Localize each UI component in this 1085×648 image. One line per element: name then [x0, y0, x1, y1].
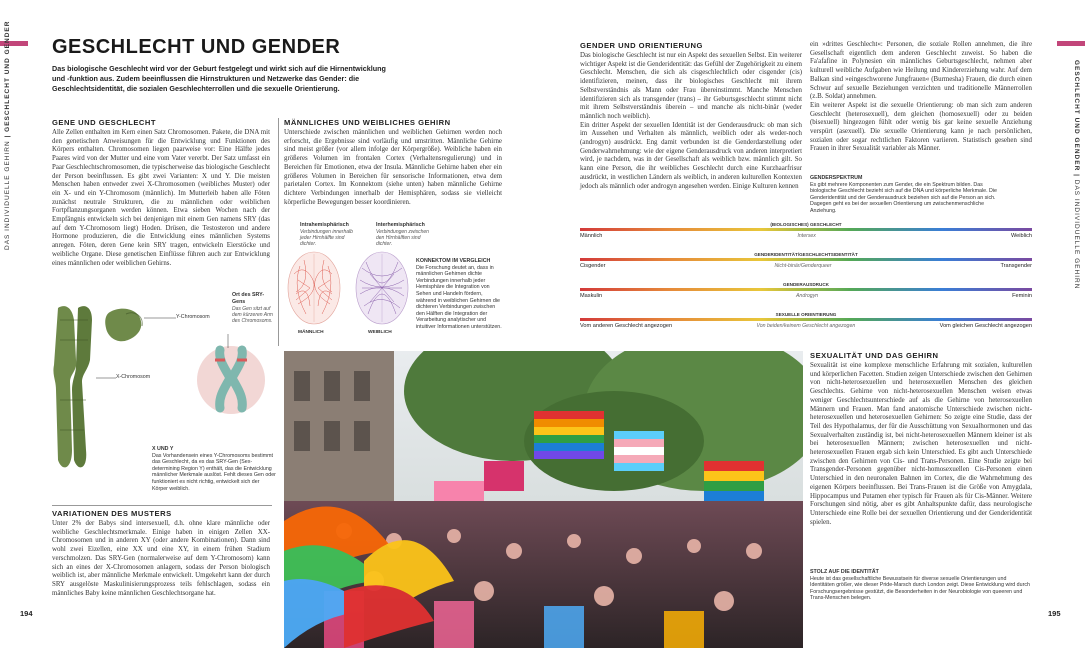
side-label-left: DAS INDIVIDUELLE GEHIRN | GESCHLECHT UND GENDER — [4, 20, 11, 250]
pride-march-photo — [284, 351, 803, 648]
spectrum-row-orientation — [580, 312, 1032, 329]
spectrum-left: Männlich — [580, 233, 603, 239]
orientation-heading: GENDER UND ORIENTIERUNG — [580, 41, 703, 50]
spectrum-mid: Nicht-binär/Genderqueer — [774, 263, 832, 269]
accent-tab-right — [1057, 41, 1085, 46]
gene-section — [52, 118, 270, 268]
female-brain-drawing — [356, 252, 408, 324]
xy-title: X UND Y — [152, 446, 174, 452]
intra-note: Verbindungen innerhalb jeder Hirnhälfte sind dichter. — [300, 229, 353, 247]
y-chromosome-label: Y-Chromosom — [176, 314, 210, 320]
spectrum-row-title: (BIOLOGISCHES) GESCHLECHT — [770, 222, 842, 227]
spectrum-row-title: GENDERAUSDRUCK — [783, 282, 829, 287]
spectrum-right: Vom gleichen Geschlecht angezogen — [939, 323, 1032, 329]
spectrum-left: Maskulin — [580, 293, 603, 299]
spectrum-title: GENDERSPEKTRUM — [810, 175, 863, 181]
column-divider — [278, 118, 279, 346]
brains-section — [284, 118, 502, 207]
spectrum-right: Feminin — [1012, 293, 1032, 299]
inter-title: Interhemisphärisch — [376, 222, 425, 228]
orientation-col2 — [810, 41, 1032, 154]
chromosome-illustration — [48, 292, 276, 495]
spectrum-row-title: SEXUELLE ORIENTIERUNG — [775, 312, 837, 317]
spectrum-mid: Von beiden/keinem Geschlecht angezogen — [756, 323, 856, 329]
y-chromosome-drawing — [105, 309, 142, 342]
page-number-right: 195 — [1048, 609, 1061, 618]
connectome-illustration — [284, 222, 504, 344]
variation-text: Unter 2% der Babys sind intersexuell, d.h. ohne klare männliche oder weibliche Geschlechtsmerkmale. Einige haben in einigen Zellen XX-Chromosomen und in anderen XY (oder andere Kombinationen). Dann sind wohl zwei Eizellen, eine XX und eine XY, in einem frühen Stadium verschmolzen. Das SRY-Gen (normalerweise auf dem Y-Chromosom) kann sich an eines der X-Chromosomen anlagern, sodass der Person biologisch weiblich ist, aber männliche Merkmale entwickelt. Umgekehrt kann der durch SRY ausgelöste Maskulinisierungsprozess teils fehlschlagen, sodass ein männliches Baby keine männlichen Geschlechtsorgane hat. — [52, 520, 270, 597]
divider-variation — [52, 505, 272, 506]
spectrum-right: Transgender — [1000, 263, 1032, 269]
photo-caption-text: Heute ist das gesellschaftliche Bewusstsein für diverse sexuelle Orientierungen und Identitäten größer, wie dieser Pride-Marsch durch London zeigt. Diese Entwicklung wird durch Forschungsergebnisse gestützt, die Besonderheiten in der Neurobiologie von queeren und Trans-Menschen belegen. — [810, 575, 1030, 602]
sexuality-text: Sexualität ist eine komplexe menschliche Erfahrung mit sozialen, kulturellen und körperlichen Facetten. Studien zeigen Unterschiede zwischen den Gehirnen von nicht-heterosexuellen und heterosexuellen Menschen des gleichen Geschlechts. Gehirne von nicht-heterosexuellen Menschen weisen etwas weniger Geschlechtsunterschiede auf als die Gehirne von heterosexuellen Männern und Frauen. Man fand anatomische Unterschiede zwischen nicht-heterosexuellen und heterosexuellen Gehirnen: So zeigte eine Studie, dass der Teil des Hypothalamus, der für die Ausschüttung von Sexualhormonen und das Sexualverhalten zuständig ist, bei nicht-heterosexuellen Männern kleiner ist als bei heterosexuellen Männern; zwischen heterosexuellen und nicht-heterosexuellen Frauen ergab sich kein Unterschied. Es gibt auch Unterschiede zwischen den Gehirnen von Cis- und Trans-Personen. Eine Studie zeigte bei Transgender-Personen gegenüber nicht-homosexuellen Cis-Personen einen Unterschied in den neuronalen Bahnen im Cortex, die die Wahrnehmung des eigenen Körpers beeinflussen. Bei Trans-Frauen ist die Größe von Amygdala, Hippocampus und Putamen eher typisch für Frauen als für Cis-Männer. Weitere Forschungen sind nötig, aber es gibt Anhaltspunkte dafür, dass neurologische Unterschiede eine Rolle bei der sexuellen Orientierung und der Genderidentität spielen. — [810, 362, 1032, 526]
sexuality-heading: SEXUALITÄT UND DAS GEHIRN — [810, 351, 939, 360]
variation-section — [52, 509, 270, 598]
spectrum-left: Vom anderen Geschlecht angezogen — [580, 323, 673, 329]
photo-caption-title: STOLZ AUF DIE IDENTITÄT — [810, 569, 879, 575]
spectrum-bar — [580, 288, 1032, 291]
orientation-text-2: ein »drittes Geschlecht«: Personen, die soziale Rollen annehmen, die ihre Gesellschaft eigentlich dem anderen Geschlecht zuweist. So haben die Fa'afafine in Polynesien ein männliches Geburtsgeschlecht, nehmen aber kulturell weibliche Aufgaben wie Heilung und Kindererziehung wahr. Auf dem Balkan sind »eingeschworene Jungfrauen« (Burmesha) Frauen, die durch einen Schwur auf sexuelle Beziehungen verzichten und traditionelle Männerrollen (z.B. Soldat) annehmen. Ein weiterer Aspekt ist die sexuelle Orientierung: ob man sich zum anderen Geschlecht (heterosexuell), dem gleichen (homosexuell) oder zu beiden (bisexuell) hingezogen fühlt oder wenig bis gar keine sexuelle Anziehung verspürt (asexuell). Die sexuelle Orientierung kann je nach persönlichen, sozialen oder sogar rechtlichen Faktoren variieren. Statistisch gesehen sind Frauen in ihrer Sexualität variabler als Männer. — [810, 41, 1032, 153]
spectrum-right: Weiblich — [1010, 233, 1032, 239]
spectrum-mid: Intersex — [797, 233, 816, 239]
brains-heading: MÄNNLICHES UND WEIBLICHES GEHIRN — [284, 118, 451, 127]
orientation-col1 — [580, 41, 802, 191]
spectrum-bar — [580, 258, 1032, 261]
sexuality-section — [810, 351, 1032, 527]
orientation-text-1: Das biologische Geschlecht ist nur ein Aspekt des sexuellen Selbst. Ein weiterer wichtiger Aspekt ist die Genderidentität: das Gefühl der Zugehörigkeit zu einem Geschlecht. Menschen, die sich als cisgeschlechtlich oder cisgender (cis) identifizieren, meinen, dass ihr biologisches Geschlecht mit ihrem Selbstverständnis als Mann oder Frau übereinstimmt. Manche Menschen identifizieren sich als transgender (trans) – ihr Geburtsgeschlecht stimmt nicht mit ihrem Selbstverständnis überein – und manche als nicht-binär (weder männlich noch weiblich). Ein dritter Aspekt der sexuellen Identität ist der Genderausdruck: ob man sich im Aussehen und Verhalten als männlich, weiblich oder als weder-noch (androgyn) ausdrückt. Eng damit verbunden ist die Genderdarstellung oder Genderwahrnehmung: wie der eigene Genderausdruck von anderen interpretiert wird, je nachdem, was in der Gesellschaft als weiblich bzw. männlich gilt. So kann eine Person, die ihr weibliches Geschlecht durch eine Kurzhaarfrisur ausdrückt, in westlichen Ländern als weiblich, in anderen kulturellen Kontexten jedoch als männlich oder androgyn angesehen werden. Einige Kulturen kennen — [580, 52, 802, 190]
konnektom-title: KONNEKTOM IM VERGLEICH — [416, 258, 491, 264]
intra-title: Intrahemisphärisch — [300, 222, 349, 228]
gene-text: Alle Zellen enthalten im Kern einen Satz Chromosomen. Pakete, die DNA mit den genetischen Anweisungen für die Entwicklung und Funktionen des Körpers enthalten. Chromosomen liegen paarweise vor: Eine Hälfte jedes Paares wird von der Mutter und eine vom Vater vererbt. Der Satz umfasst ein Paar Geschlechtschromosomen, die typischerweise das biologische Geschlecht der Person beeinflussen. Es gibt zwei Varianten: X und Y. Die meisten Menschen haben entweder zwei X-Chromosomen (weibliches Muster) oder ein X- und ein Y-Chromosom (männlich). Im Mutterleib haben alle Föten zunächst neutrale Strukturen, die zu männlichen oder weiblichen Fortpflanzungsorganen werden können. Etwa sieben Wochen nach der Empfängnis entwickeln sich bei denjenigen mit einem Gen namens SRY (das auf dem Y-Chromosom liegt) Hoden. Drüsen, die Testosteron und andere Hormone produzieren, die die Entwicklung eines männlichen Systems anregen. Föten, deren Gene kein SRY tragen, entwickeln Eierstöcke und weibliche Organe. Diese genetischen Einflüsse führen auch zur Entwicklung eines männlichen oder weiblichen Gehirns. — [52, 129, 270, 267]
spectrum-left: Cisgender — [580, 263, 606, 269]
x-chromosome-drawing — [53, 306, 92, 467]
konnektom-caption — [416, 258, 502, 331]
female-label: WEIBLICH — [368, 330, 392, 335]
intro-text: Das biologische Geschlecht wird vor der Geburt festgelegt und wirkt sich auf die Hirnentwicklung und -funktion aus. Zudem beeinflussen die Hirnstrukturen und Netzwerke das Gender: die Geschlechtsidentität, die sozialen Geschlechterrollen und die sexuelle Orientierung. — [52, 64, 386, 93]
spectrum-row-expression — [580, 282, 1032, 299]
xy-caption — [152, 446, 276, 492]
page-number-left: 194 — [20, 609, 33, 618]
konnektom-text: Die Forschung deutet an, dass in männlichen Gehirnen dichte Verbindungen innerhalb jeder Hemisphäre die Integration von Sehen und Handeln fördern, während in weiblichen Gehirnen die dichteren Verbindungen zwischen den Hälften die Integration der Verarbeitung analytischer und intuitiver Informationen unterstützen. — [416, 264, 502, 330]
variation-heading: VARIATIONEN DES MUSTERS — [52, 509, 172, 518]
spectrum-caption — [810, 175, 1000, 215]
xy-text: Das Vorhandensein eines Y-Chromosoms bestimmt das Geschlecht, da es das SRY-Gen (Sex-determining Region Y) enthält, das die Entwicklung männlicher Merkmale auslöst. Fehlt dieses Gen oder funktioniert es nicht richtig, entwickelt sich der Körper weiblich. — [152, 452, 276, 492]
spectrum-bar — [580, 318, 1032, 321]
sry-note: Das Gen sitzt auf dem kürzeren Arm des Chromosoms. — [232, 306, 273, 324]
spectrum-row-sex — [580, 222, 1032, 239]
male-label: MÄNNLICH — [298, 330, 324, 335]
sry-title: Ort des SRY-Gens — [232, 292, 265, 305]
male-brain-drawing — [288, 252, 340, 324]
brains-text: Unterschiede zwischen männlichen und weiblichen Gehirnen werden noch erforscht, die Ergebnisse sind vorläufig und umstritten. Männliche Gehirne sind meist größer (vor allem infolge der Körpergröße). Weibliche haben ein größeres Volumen im frontalen Cortex (Verhaltensregulierung) und in Bereichen für Emotionen, etwa der Insula. Männliche Gehirne haben eher ein größeres Volumen in Bereichen für sensorische Informationen, etwa dem parietalen Cortex. Im Konnektom (siehe unten) haben männliche Gehirne dichtere Verbindungen innerhalb der Hemisphären, sodass sie vielleicht körperliche Bewegungen besser koordinieren. — [284, 129, 502, 206]
photo-caption — [810, 569, 1032, 602]
side-label-right: GESCHLECHT UND GENDER | DAS INDIVIDUELLE GEHIRN — [1073, 60, 1080, 290]
spectrum-mid: Androgyn — [795, 293, 819, 299]
spectrum-text: Es gibt mehrere Komponenten zum Gender, die ein Spektrum bilden. Das biologische Geschlecht bezieht sich auf die DNA und körperliche Merkmale. Die Genderidentität und der Genderausdruck beziehen sich auf die Person an sich. Dagegen geht es bei der sexuellen Orientierung um zwischenmenschliche Anziehung. — [810, 181, 997, 214]
spectrum-bar — [580, 228, 1032, 231]
page-title: GESCHLECHT UND GENDER — [52, 36, 341, 58]
spectrum-row-title: GENDERIDENTITÄT/GESCHLECHTSIDENTITÄT — [754, 252, 858, 257]
spectrum-row-identity — [580, 252, 1032, 269]
inter-note: Verbindungen zwischen den Hirnhälften sind dichter. — [376, 229, 429, 247]
x-chromosome-label: X-Chromosom — [116, 374, 151, 380]
gene-heading: GENE UND GESCHLECHT — [52, 118, 157, 127]
